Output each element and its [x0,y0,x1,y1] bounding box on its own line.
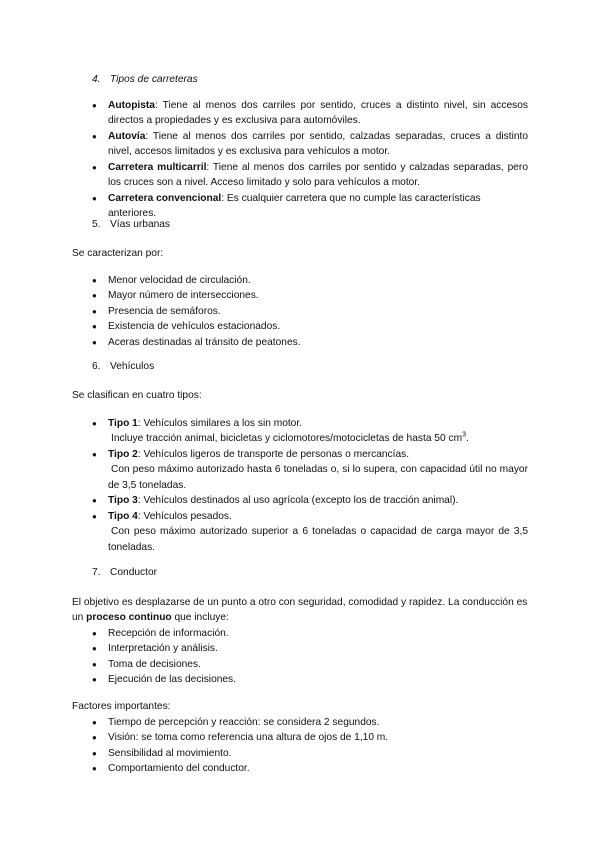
bullet-icon: ● [92,718,97,727]
list-item [92,672,528,687]
term: Carretera convencional [108,193,222,204]
paragraph: Factores importantes: [72,701,171,712]
section-number: 4. [92,74,101,85]
term: Tipo 4 [108,511,138,522]
list-item [92,730,528,745]
bullet-icon: ● [92,419,97,428]
bullet-icon: ● [92,101,97,110]
item-detail: Con peso máximo autorizado hasta 6 toneladas o, si lo supera, con capacidad útil no mayor de 3,5 toneladas. [108,464,528,491]
item-text: Tiempo de percepción y reacción: se considera 2 segundos. [108,717,380,728]
section-heading-6 [92,361,154,372]
item-text: : Tiene al menos dos carriles por sentido, cruces a distinto nivel, sin accesos directos a propiedades y es exclusiva para automóviles. [108,100,528,127]
item-text: Menor velocidad de circulación. [108,275,251,286]
paragraph: El objetivo es desplazarse de un punto a otro con seguridad, comodidad y rapidez. La conducción es un proceso continuo que incluye: [72,597,528,624]
item-text: : Vehículos similares a los sin motor. [137,418,303,429]
bullet-icon: ● [92,660,97,669]
term: Carretera multicarril [108,162,207,173]
item-text: : Vehículos pesados. [137,511,232,522]
list-item [92,191,528,222]
item-text: Existencia de vehículos estacionados. [108,321,281,332]
item-text: : Vehículos destinados al uso agrícola (excepto los de tracción animal). [137,495,459,506]
list-item [92,493,528,508]
list-item [92,416,528,447]
item-text: Presencia de semáforos. [108,306,221,317]
bullet-icon: ● [92,733,97,742]
list-item [92,657,528,672]
term: Tipo 2 [108,449,138,460]
paragraph: Se caracterizan por: [72,248,164,259]
term: Tipo 3 [108,495,138,506]
section-title: Vehículos [110,361,155,372]
list-item [92,509,528,555]
section-title: Conductor [110,567,158,578]
bullet-icon: ● [92,276,97,285]
bullet-icon: ● [92,496,97,505]
bullet-icon: ● [92,749,97,758]
item-text: Visión: se toma como referencia una altura de ojos de 1,10 m. [108,732,389,743]
bullet-icon: ● [92,675,97,684]
section-heading-4 [92,74,198,85]
term: Autovía [108,131,146,142]
item-text: Recepción de información. [108,628,229,639]
item-text: Toma de decisiones. [108,659,201,670]
section-number: 7. [92,567,101,578]
section-title: Tipos de carreteras [110,74,198,85]
item-text: : Tiene al menos dos carriles por sentido, calzadas separadas, cruces a distinto nivel, accesos limitados y es exclusiva para vehículos a motor. [108,131,528,158]
bullet-icon: ● [92,322,97,331]
term: Autopista [108,100,155,111]
list-item [92,304,528,319]
list-item [92,626,528,641]
bullet-icon: ● [92,764,97,773]
bullet-icon: ● [92,163,97,172]
item-text: Interpretación y análisis. [108,643,218,654]
item-text: : Tiene al menos dos carriles por sentido y calzadas separadas, pero los cruces son a nivel. Acceso limitado y solo para vehículos a motor. [108,162,528,189]
term: Tipo 1 [108,418,138,429]
item-text: : Vehículos ligeros de transporte de personas o mercancías. [137,449,410,460]
section-title: Vías urbanas [110,219,171,230]
item-text: Ejecución de las decisiones. [108,674,236,685]
bullet-icon: ● [92,512,97,521]
section-number: 5. [92,219,101,230]
list-item [92,447,528,493]
list-item [92,273,528,288]
bullet-icon: ● [92,629,97,638]
list-item [92,98,528,129]
list-item [92,319,528,334]
list-item [92,746,528,761]
list-item [92,288,528,303]
bullet-icon: ● [92,291,97,300]
list-item [92,761,528,776]
paragraph: Se clasifican en cuatro tipos: [72,390,202,401]
item-text: Mayor número de intersecciones. [108,290,259,301]
section-heading-5 [92,219,170,230]
item-text: Comportamiento del conductor. [108,763,250,774]
list-item [92,129,528,160]
list-item [92,335,528,350]
list-item [92,160,528,191]
bullet-icon: ● [92,132,97,141]
item-text: : Es cualquier carretera que no cumple las características anteriores. [108,193,481,220]
section-heading-7 [92,567,157,578]
item-detail: Con peso máximo autorizado superior a 6 toneladas o capacidad de carga mayor de 3,5 toneladas. [108,526,528,553]
item-text: Sensibilidad al movimiento. [108,748,232,759]
bullet-icon: ● [92,194,97,203]
list-item [92,641,528,656]
item-text: Aceras destinadas al tránsito de peatones. [108,337,301,348]
bullet-icon: ● [92,307,97,316]
bullet-icon: ● [92,644,97,653]
bullet-icon: ● [92,338,97,347]
bullet-icon: ● [92,450,97,459]
section-number: 6. [92,361,101,372]
item-detail: Incluye tracción animal, bicicletas y ciclomotores/motocicletas de hasta 50 $cm^3$. [111,432,469,445]
list-item [92,715,528,730]
